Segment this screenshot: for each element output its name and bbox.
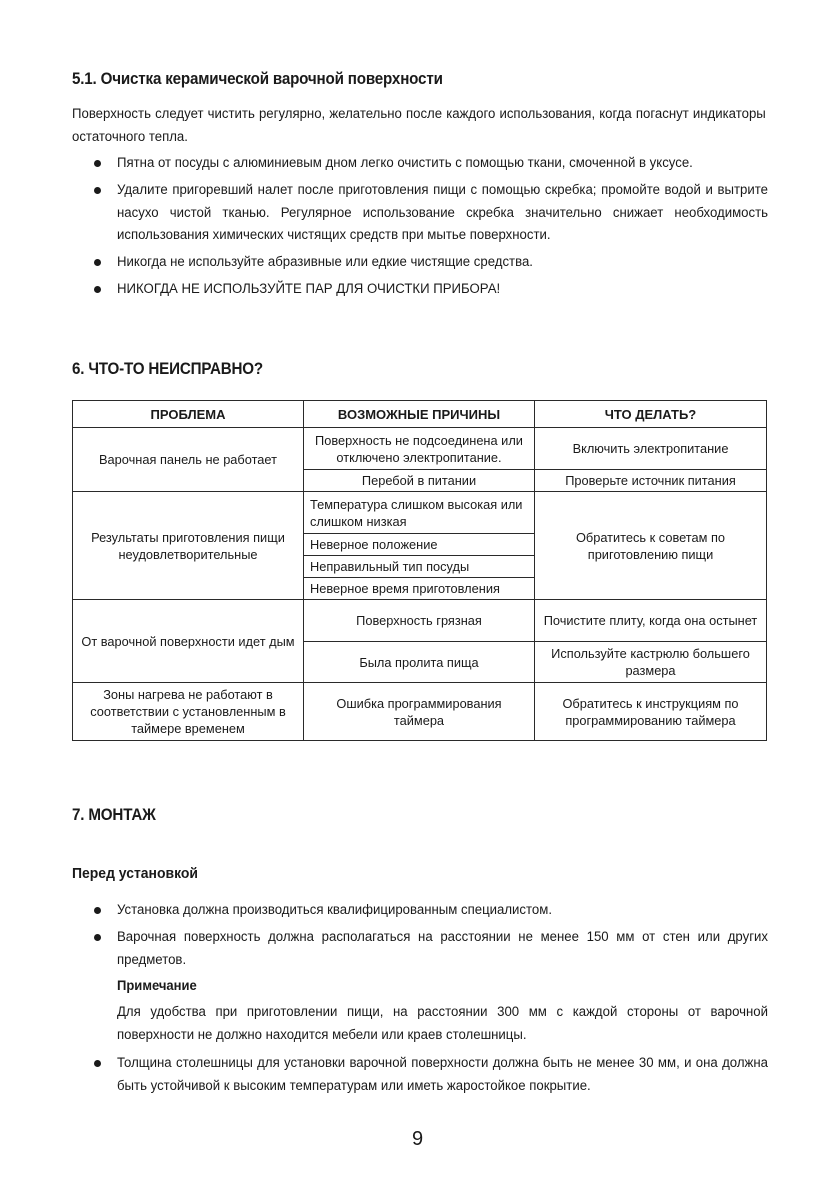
cause-cell: Поверхность грязная — [304, 600, 535, 642]
bullet-icon — [94, 907, 101, 914]
section-title-5-1: 5.1. Очистка керамической варочной поверхности — [72, 70, 443, 88]
note-title: Примечание — [117, 977, 197, 993]
column-header-problem: ПРОБЛЕМА — [73, 401, 304, 428]
bullet-icon — [94, 259, 101, 266]
bullet-text: Установка должна производиться квалифицированным специалистом. — [117, 902, 552, 918]
section-title-7: 7. МОНТАЖ — [72, 806, 156, 824]
column-header-actions: ЧТО ДЕЛАТЬ? — [535, 401, 767, 428]
section-5-1-intro: Поверхность следует чистить регулярно, желательно после каждого использования, когда погаснут индикаторы остаточного тепла. — [72, 106, 766, 145]
cause-cell: Перебой в питании — [304, 470, 535, 492]
list-item — [94, 179, 766, 247]
bullet-icon — [94, 187, 101, 194]
list-item — [94, 251, 766, 274]
bullet-icon — [94, 286, 101, 293]
list-item — [94, 278, 766, 301]
cause-cell: Неверное положение — [304, 534, 535, 556]
note-text: Для удобства при приготовлении пищи, на расстоянии 300 мм с каждой стороны от варочной поверхности не должно находится мебели или краев столешницы. — [117, 1004, 768, 1043]
bullet-text: Варочная поверхность должна располагаться на расстоянии не менее 150 мм от стен или других предметов. — [117, 929, 768, 968]
action-cell: Используйте кастрюлю большего размера — [535, 642, 767, 683]
bullet-icon — [94, 160, 101, 167]
list-item — [94, 926, 766, 971]
action-cell: Включить электропитание — [535, 428, 767, 470]
bullet-icon — [94, 934, 101, 941]
table-row — [73, 492, 767, 534]
action-cell: Проверьте источник питания — [535, 470, 767, 492]
table-row — [73, 428, 767, 470]
action-cell: Почистите плиту, когда она остынет — [535, 600, 767, 642]
cause-cell: Была пролита пища — [304, 642, 535, 683]
action-cell: Обратитесь к инструкциям по программированию таймера — [535, 683, 767, 741]
subsection-title: Перед установкой — [72, 865, 198, 882]
troubleshooting-table — [72, 400, 767, 741]
table-header-row — [73, 401, 767, 428]
bullet-text: Пятна от посуды с алюминиевым дном легко очистить с помощью ткани, смоченной в уксусе. — [117, 155, 693, 171]
list-item — [94, 899, 766, 922]
list-item — [94, 152, 766, 175]
cause-cell: Поверхность не подсоединена или отключено электропитание. — [304, 428, 535, 470]
bullet-text: НИКОГДА НЕ ИСПОЛЬЗУЙТЕ ПАР ДЛЯ ОЧИСТКИ ПРИБОРА! — [117, 281, 501, 297]
problem-cell: Варочная панель не работает — [73, 428, 304, 492]
cause-cell: Неправильный тип посуды — [304, 556, 535, 578]
problem-cell: Зоны нагрева не работают в соответствии с установленным в таймере временем — [73, 683, 304, 741]
problem-cell: От варочной поверхности идет дым — [73, 600, 304, 683]
bullet-text: Никогда не используйте абразивные или едкие чистящие средства. — [117, 254, 533, 270]
bullet-text: Удалите пригоревший налет после приготовления пищи с помощью скребка; промойте водой и вытрите насухо чистой тканью. Регулярное использование скребка значительно снижает необходимость использования химических чистящих средств при мытье поверхности. — [117, 182, 768, 243]
problem-cell: Результаты приготовления пищи неудовлетворительные — [73, 492, 304, 600]
bullet-text: Толщина столешницы для установки варочной поверхности должна быть не менее 30 мм, и она должна быть устойчивой к высоким температурам или иметь жаростойкое покрытие. — [117, 1055, 768, 1094]
cause-cell: Температура слишком высокая или слишком низкая — [304, 492, 535, 534]
page-number: 9 — [412, 1128, 424, 1150]
action-cell: Обратитесь к советам по приготовлению пищи — [535, 492, 767, 600]
table-row — [73, 600, 767, 642]
table-row — [73, 683, 767, 741]
cause-cell: Ошибка программирования таймера — [304, 683, 535, 741]
section-title-6: 6. ЧТО-ТО НЕИСПРАВНО? — [72, 360, 263, 378]
list-item — [94, 1052, 766, 1097]
cause-cell: Неверное время приготовления — [304, 578, 535, 600]
column-header-causes: ВОЗМОЖНЫЕ ПРИЧИНЫ — [304, 401, 535, 428]
bullet-icon — [94, 1060, 101, 1067]
